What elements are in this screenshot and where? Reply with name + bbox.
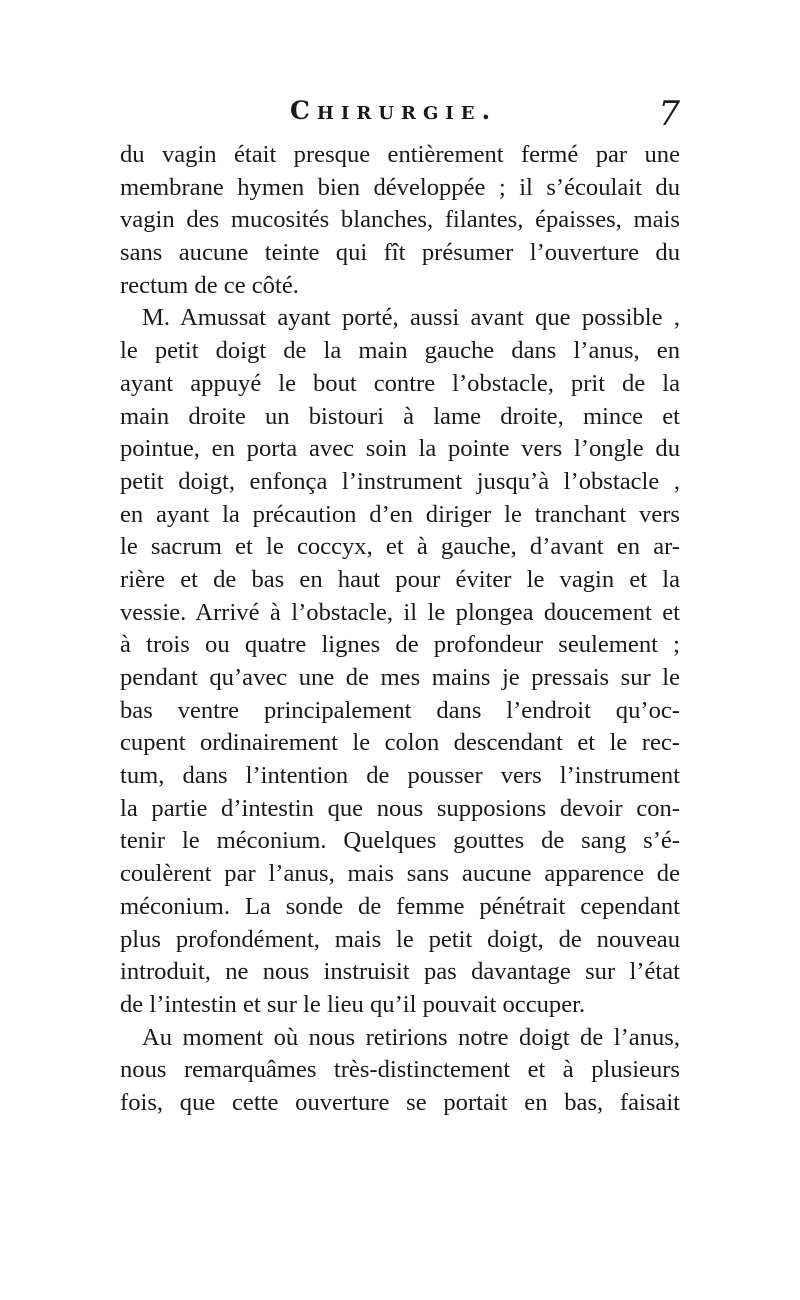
text-line: de l’intestin et sur le lieu qu’il pouvait occuper. (120, 990, 586, 1018)
body-text (120, 139, 680, 1120)
text-line: vessie. Arrivé à l’obstacle, il le plongea doucement et (120, 598, 680, 626)
running-title: Chirurgie. (290, 96, 498, 125)
text-line: fois, que cette ouverture se portait en bas, faisait (120, 1088, 680, 1116)
text-line: bas ventre principalement dans l’endroit qu’oc- (120, 696, 680, 724)
text-line: main droite un bistouri à lame droite, mince et (120, 402, 680, 430)
paragraph-start-line: Au moment où nous retirions notre doigt de l’anus, (142, 1023, 680, 1051)
text-line: méconium. La sonde de femme pénétrait cependant (120, 892, 680, 920)
text-line: ayant appuyé le bout contre l’obstacle, prit de la (120, 369, 680, 397)
text-line: la partie d’intestin que nous supposions devoir con- (120, 794, 680, 822)
text-line: plus profondément, mais le petit doigt, de nouveau (120, 925, 680, 953)
text-line: membrane hymen bien développée ; il s’écoulait du (120, 173, 680, 201)
text-line: coulèrent par l’anus, mais sans aucune apparence de (120, 860, 680, 888)
text-line: cupent ordinairement le colon descendant et le rec- (120, 729, 680, 757)
text-line: petit doigt, enfonça l’instrument jusqu’à l’obstacle , (120, 467, 680, 495)
text-line: le sacrum et le coccyx, et à gauche, d’avant en ar- (120, 533, 680, 561)
text-line: pendant qu’avec une de mes mains je pressais sur le (120, 664, 680, 691)
text-line: pointue, en porta avec soin la pointe vers l’ongle du (120, 435, 680, 463)
paragraph-start-line: M. Amussat ayant porté, aussi avant que possible , (142, 304, 680, 332)
text-line: tenir le méconium. Quelques gouttes de sang s’é- (120, 827, 680, 855)
page-number: 7 (658, 94, 680, 134)
text-line: en ayant la précaution d’en diriger le tranchant vers (120, 500, 680, 528)
text-line: tum, dans l’intention de pousser vers l’instrument (120, 762, 680, 790)
running-head (120, 96, 680, 136)
text-line: le petit doigt de la main gauche dans l’anus, en (120, 337, 680, 365)
text-line: sans aucune teinte qui fît présumer l’ouverture du (120, 239, 680, 267)
text-line: introduit, ne nous instruisit pas davantage sur l’état (120, 958, 680, 986)
text-line: nous remarquâmes très-distinctement et à plusieurs (120, 1056, 680, 1084)
text-line: rière et de bas en haut pour éviter le vagin et la (120, 565, 680, 593)
text-line: à trois ou quatre lignes de profondeur seulement ; (120, 631, 680, 659)
text-line: vagin des mucosités blanches, filantes, épaisses, mais (120, 206, 680, 234)
text-line: rectum de ce côté. (120, 271, 299, 299)
text-line: du vagin était presque entièrement fermé par une (120, 141, 680, 168)
